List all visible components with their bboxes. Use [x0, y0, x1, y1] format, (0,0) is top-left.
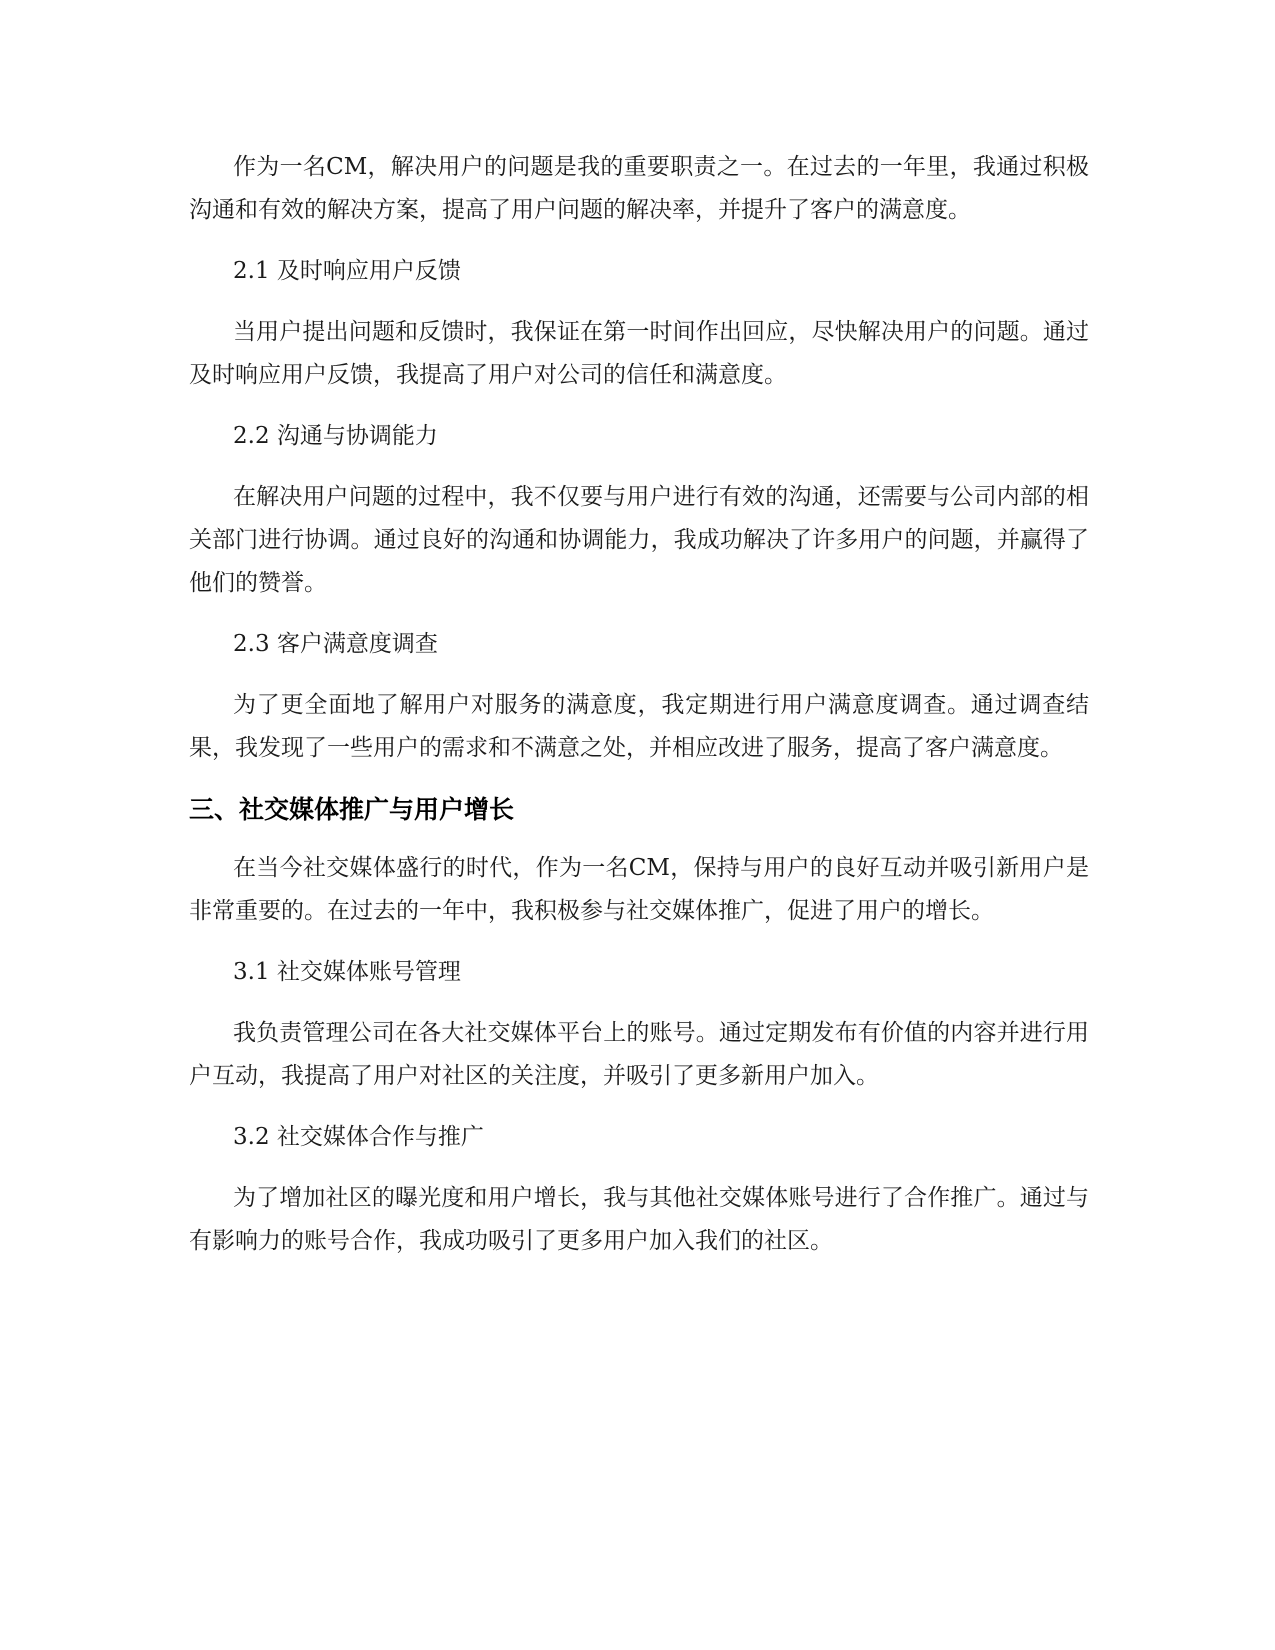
- subheading-2-3: 2.3 客户满意度调查: [233, 631, 438, 657]
- paragraph-3-1: 我负责管理公司在各大社交媒体平台上的账号。通过定期发布有价值的内容并进行用户互动，我提高了用户对社区的关注度，并吸引了更多新用户加入。: [189, 1020, 1089, 1089]
- subheading-3-1: 3.1 社交媒体账号管理: [233, 959, 461, 985]
- section-heading-3: 三、社交媒体推广与用户增长: [189, 795, 515, 824]
- paragraph-2-3: 为了更全面地了解用户对服务的满意度，我定期进行用户满意度调查。通过调查结果，我发现了一些用户的需求和不满意之处，并相应改进了服务，提高了客户满意度。: [189, 692, 1089, 761]
- subheading-2-2: 2.2 沟通与协调能力: [233, 423, 438, 449]
- subheading-3-2: 3.2 社交媒体合作与推广: [233, 1124, 484, 1150]
- document-page: [189, 146, 1089, 1281]
- subheading-2-1: 2.1 及时响应用户反馈: [233, 258, 461, 284]
- paragraph-3-intro: 在当今社交媒体盛行的时代，作为一名CM，保持与用户的良好互动并吸引新用户是非常重要的。在过去的一年中，我积极参与社交媒体推广，促进了用户的增长。: [189, 855, 1089, 924]
- paragraph-2-2: 在解决用户问题的过程中，我不仅要与用户进行有效的沟通，还需要与公司内部的相关部门进行协调。通过良好的沟通和协调能力，我成功解决了许多用户的问题，并赢得了他们的赞誉。: [189, 484, 1089, 596]
- paragraph-2-1: 当用户提出问题和反馈时，我保证在第一时间作出回应，尽快解决用户的问题。通过及时响应用户反馈，我提高了用户对公司的信任和满意度。: [189, 319, 1089, 388]
- paragraph-3-2: 为了增加社区的曝光度和用户增长，我与其他社交媒体账号进行了合作推广。通过与有影响力的账号合作，我成功吸引了更多用户加入我们的社区。: [189, 1185, 1089, 1254]
- paragraph-intro: 作为一名CM，解决用户的问题是我的重要职责之一。在过去的一年里，我通过积极沟通和有效的解决方案，提高了用户问题的解决率，并提升了客户的满意度。: [189, 154, 1089, 223]
